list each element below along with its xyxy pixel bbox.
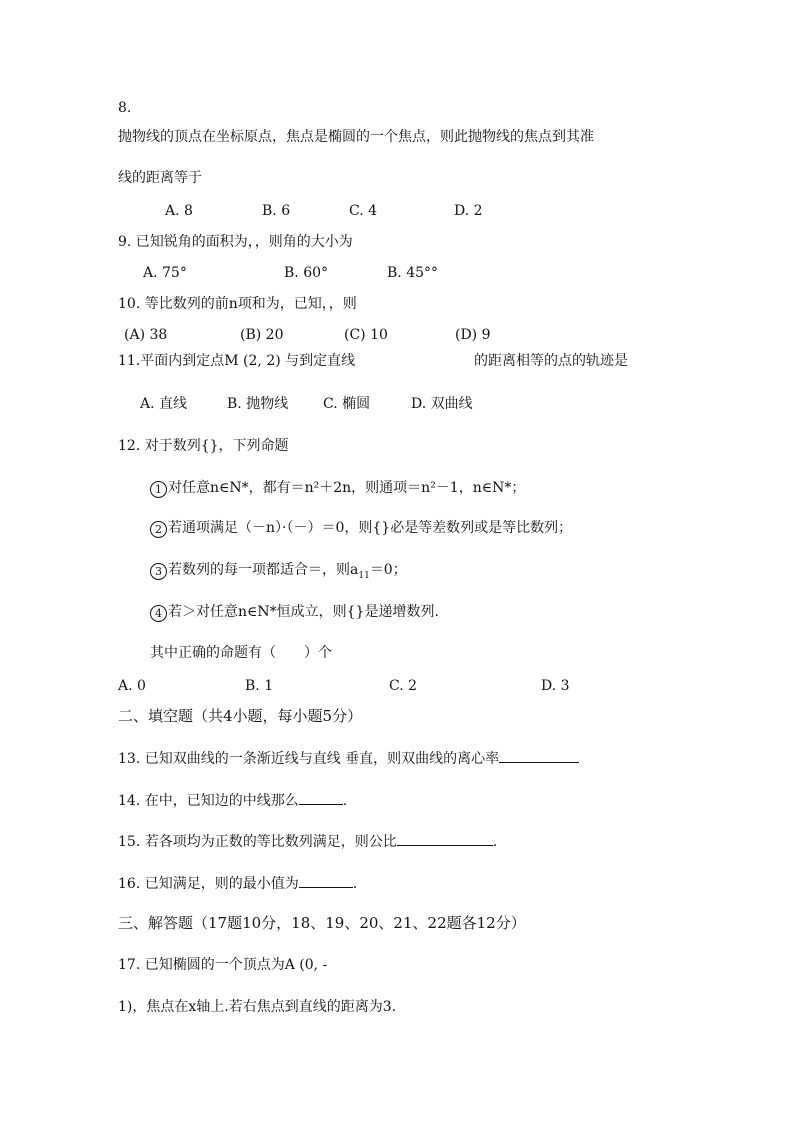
circled-number-1: 1 [150, 481, 167, 498]
q12-item-3-text-b: ＝0； [369, 562, 407, 578]
q9-option-a: A. 75° [143, 265, 187, 281]
q13 [118, 748, 579, 768]
q8-option-c: C. 4 [349, 203, 378, 219]
q12-option-d: D. 3 [541, 678, 570, 694]
circled-number-3: 3 [150, 563, 167, 580]
q15 [118, 831, 497, 851]
q16-period: . [352, 876, 358, 892]
q10-option-d: (D) 9 [455, 327, 491, 343]
q12-item-4-text: 若＞对任意n∈N*恒成立，则{}是递增数列. [168, 604, 439, 620]
q15-period: . [492, 834, 498, 850]
q11-option-b: B. 抛物线 [227, 396, 289, 412]
q14 [118, 790, 347, 810]
q12-item-4 [150, 603, 439, 622]
q12-option-b: B. 1 [245, 678, 274, 694]
q17-text-line2: 1)，焦点在x轴上.若右焦点到直线的距离为3. [118, 999, 397, 1015]
q8-option-b: B. 6 [262, 203, 291, 219]
q8-option-a: A. 8 [165, 203, 193, 219]
q12-item-1 [150, 479, 525, 498]
q12-item-3-subscript: 11 [358, 570, 370, 581]
circled-number-2: 2 [150, 521, 167, 538]
q12-option-a: A. 0 [118, 678, 146, 694]
q12-item-3 [150, 561, 407, 585]
q16-text: 16. 已知满足，则的最小值为 [118, 876, 299, 892]
q8-text-line2: 线的距离等于 [118, 170, 202, 186]
q9-option-c: B. 45°° [387, 265, 439, 281]
q11-option-c: C. 椭圆 [323, 396, 371, 412]
q10-option-b: (B) 20 [240, 327, 284, 343]
q17-text-line1: 17. 已知椭圆的一个顶点为A (0, - [118, 957, 328, 973]
q8-text-line1: 抛物线的顶点在坐标原点，焦点是椭圆的一个焦点，则此抛物线的焦点到其准 [118, 129, 594, 145]
q16 [118, 873, 357, 893]
q10-option-a: (A) 38 [124, 327, 168, 343]
q14-period: . [342, 793, 348, 809]
q12-prompt: 其中正确的命题有（ ）个 [150, 645, 332, 661]
q12-item-3-text-a: 若数列的每一项都适合＝，则a [168, 562, 359, 578]
q16-answer-blank [299, 873, 353, 888]
q13-answer-blank [499, 748, 579, 763]
q11-option-a: A. 直线 [140, 396, 188, 412]
q12-text: 12. 对于数列{}，下列命题 [118, 438, 289, 454]
q12-option-c: C. 2 [389, 678, 418, 694]
q14-text: 14. 在中，已知边的中线那么 [118, 793, 299, 809]
q8-option-d: D. 2 [454, 203, 483, 219]
q14-answer-blank [299, 790, 343, 805]
circled-number-4: 4 [150, 605, 167, 622]
q13-text: 13. 已知双曲线的一条渐近线与直线 垂直，则双曲线的离心率 [118, 751, 500, 767]
q15-answer-blank [397, 831, 493, 846]
q8-number: 8. [118, 100, 132, 116]
q11-option-d: D. 双曲线 [411, 396, 473, 412]
section-2-heading: 二、填空题（共4小题，每小题5分） [118, 707, 363, 725]
q10-text: 10. 等比数列的前n项和为，已知，，则 [118, 296, 357, 312]
section-3-heading: 三、解答题（17题10分，18、19、20、21、22题各12分） [118, 914, 526, 932]
q12-item-2 [150, 519, 572, 538]
q10-option-c: (C) 10 [344, 327, 388, 343]
q11-text-part2: 的距离相等的点的轨迹是 [474, 353, 628, 369]
q12-item-1-text: 对任意n∈N*，都有＝n²＋2n，则通项＝n²－1，n∈N*； [168, 480, 526, 496]
q15-text: 15. 若各项均为正数的等比数列满足，则公比 [118, 834, 397, 850]
q11-text-part1: 11.平面内到定点M (2, 2) 与到定直线 [118, 353, 356, 369]
q9-option-b: B. 60° [284, 265, 329, 281]
q9-text: 9. 已知锐角的面积为，，则角的大小为 [118, 234, 353, 250]
q12-item-2-text: 若通项满足（－n）·（－）＝0，则{}必是等差数列或是等比数列； [168, 520, 573, 536]
